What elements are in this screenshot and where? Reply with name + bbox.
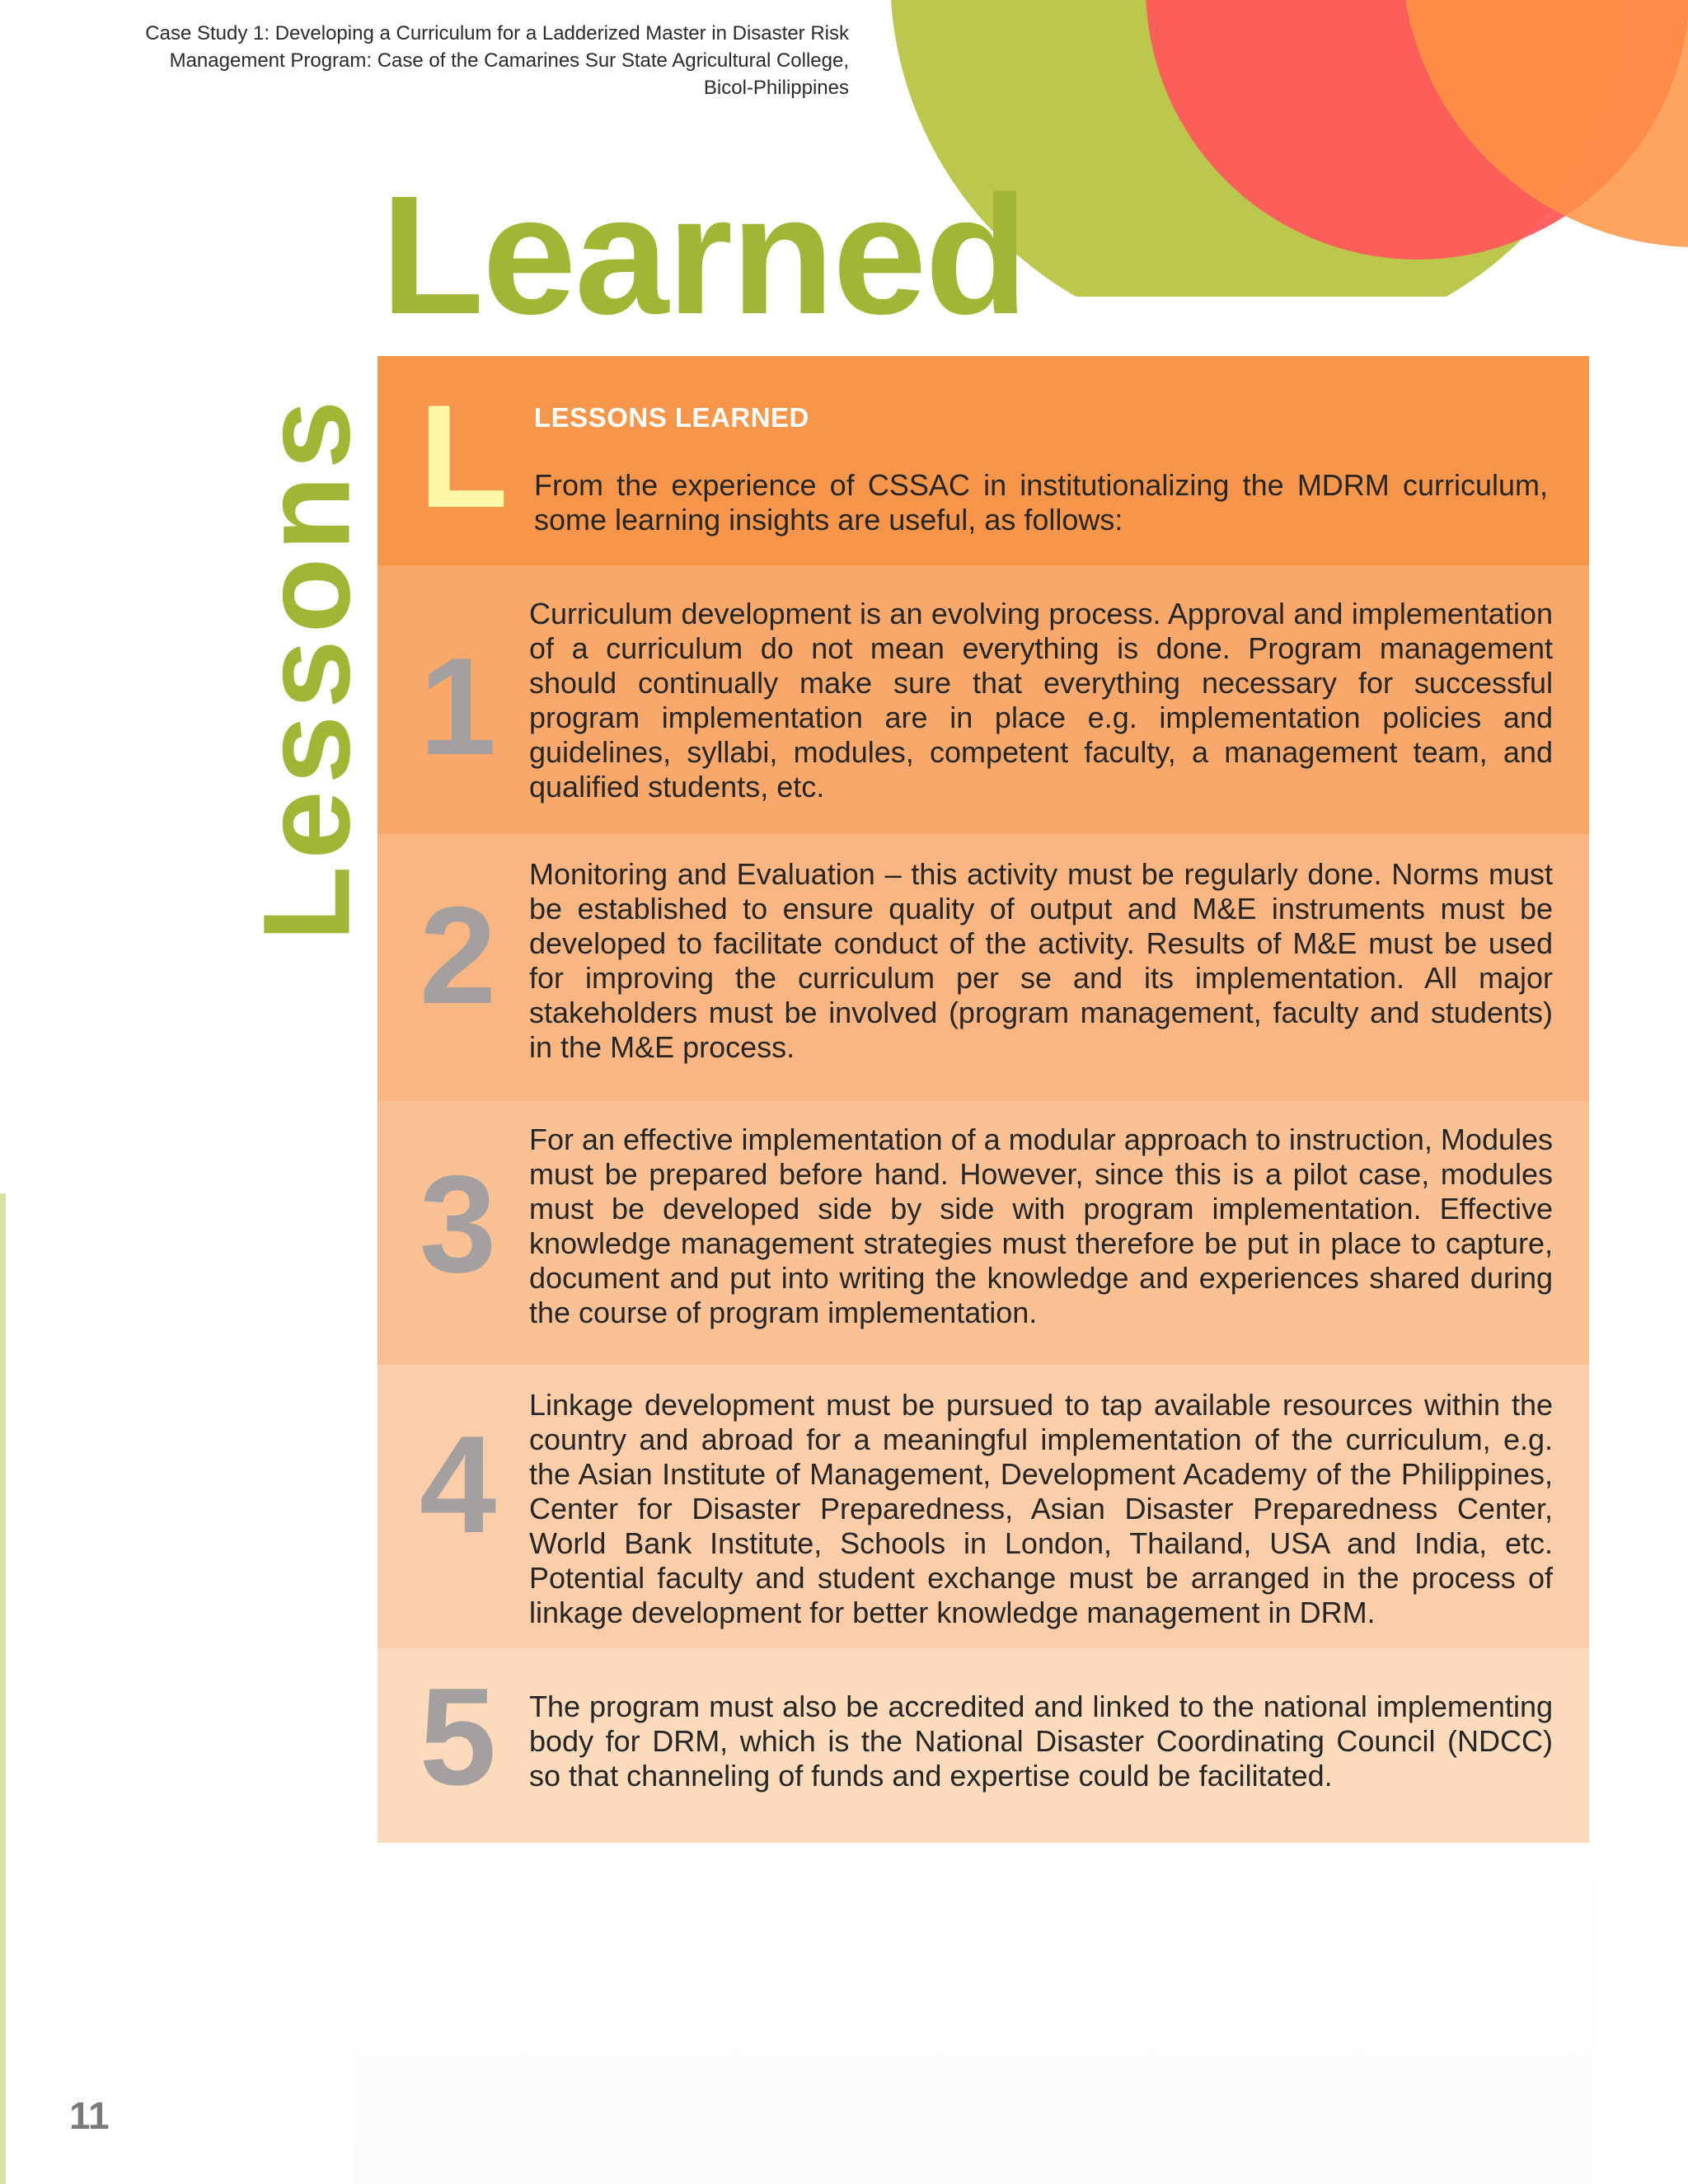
page-number: 11 bbox=[69, 2094, 110, 2137]
lesson-row bbox=[377, 565, 1589, 834]
title-lessons-wrap bbox=[239, 359, 375, 977]
section-heading: LESSONS LEARNED bbox=[534, 402, 809, 433]
lesson-text: For an effective implementation of a modular approach to instruction, Modules must be prepared before hand. However, since this is a pilot case, modules must be developed side by side with program implementation. Effective knowledge management strategies must therefore be put in place to capture, document and put into writing the knowledge and experiences shared during the course of program implementation. bbox=[529, 1122, 1553, 1329]
section-intro: From the experience of CSSAC in institutionalizing the MDRM curriculum, some learning insights are useful, as follows: bbox=[534, 468, 1548, 537]
lesson-row bbox=[377, 1365, 1589, 1648]
title-lessons: Lessons bbox=[237, 393, 376, 942]
lesson-number: 5 bbox=[419, 1659, 497, 1814]
lesson-text: Curriculum development is an evolving process. Approval and implementation of a curriculum do not mean everything is done. Program management should continually make sure that everything necessary for successful program implementation are in place e.g. implementation policies and guidelines, syllabi, modules, competent faculty, a management team, and qualified students, etc. bbox=[529, 597, 1553, 804]
lessons-panel bbox=[377, 356, 1589, 1843]
lesson-text: The program must also be accredited and linked to the national implementing body for DRM, which is the National Disaster Coordinating Council (NDCC) so that channeling of funds and expertise could be facilitated. bbox=[529, 1690, 1553, 1793]
title-learned: Learned bbox=[381, 161, 1027, 349]
initial-letter: L bbox=[419, 374, 509, 538]
header-line: Case Study 1: Developing a Curriculum for a Ladderized Master in Disaster Risk bbox=[145, 22, 849, 45]
lesson-number: 1 bbox=[419, 629, 497, 784]
lesson-number: 4 bbox=[419, 1407, 497, 1562]
header-line: Management Program: Case of the Camarines Sur State Agricultural College, bbox=[169, 49, 849, 72]
lesson-number: 3 bbox=[419, 1146, 497, 1301]
lesson-text: Linkage development must be pursued to tap available resources within the country and abroad for a meaningful implementation of the curriculum, e.g. the Asian Institute of Management, Development Academy of the Philippines, Center for Disaster Preparedness, Asian Disaster Preparedness Center, World Bank Institute, Schools in London, Thailand, USA and India, etc. Potential faculty and student exchange must be arranged in the process of linkage development for better knowledge management in DRM. bbox=[529, 1388, 1553, 1629]
header-line: Bicol-Philippines bbox=[703, 77, 849, 99]
left-margin-rule bbox=[0, 1193, 6, 2184]
lesson-row bbox=[377, 1101, 1589, 1365]
lesson-row bbox=[377, 834, 1589, 1101]
lesson-text: Monitoring and Evaluation – this activity must be regularly done. Norms must be established to ensure quality of output and M&E instruments must be developed to facilitate conduct of the activity. Results of M&E must be used for improving the curriculum per se and its implementation. All major stakeholders must be involved (program management, faculty and students) in the M&E process. bbox=[529, 857, 1553, 1064]
lessons-header-row bbox=[377, 356, 1589, 565]
running-header bbox=[33, 20, 849, 101]
lesson-number: 2 bbox=[419, 878, 497, 1033]
lesson-row bbox=[377, 1648, 1589, 1843]
bottom-shade bbox=[354, 1843, 1591, 2184]
